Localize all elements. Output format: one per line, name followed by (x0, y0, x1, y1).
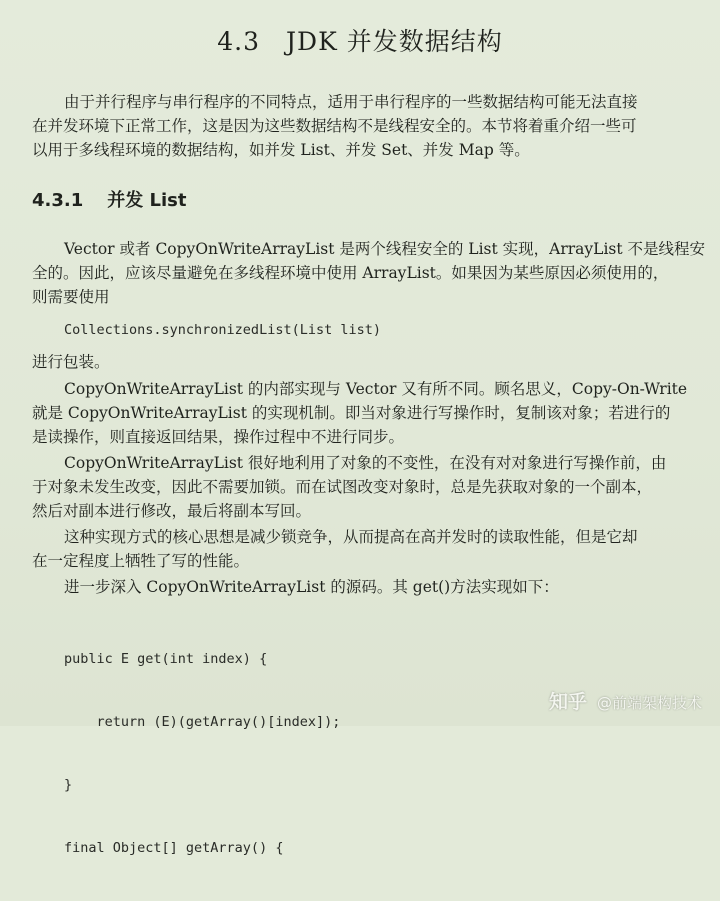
section-heading (32, 186, 186, 212)
code-get-method (64, 607, 340, 901)
text-line: 在并发环境下正常工作，这是因为这些数据结构不是线程安全的。本节将着重介绍一些可 (32, 117, 637, 135)
code-line: } (64, 777, 73, 793)
paragraph-lock-contention (32, 525, 692, 573)
text-line: 就是 CopyOnWriteArrayList 的实现机制。即当对象进行写操作时，复制该对象；若进行的 (32, 404, 671, 422)
watermark-handle: @前端架构技术 (596, 694, 702, 712)
text-line: 进行包装。 (32, 353, 110, 371)
text-line: 是读操作，则直接返回结果，操作过程中不进行同步。 (32, 428, 405, 446)
code-line: public E get(int index) { (64, 651, 268, 667)
section-number: 4.3.1 (32, 190, 84, 211)
watermark-brand: 知乎 (548, 691, 587, 713)
text-line: 则需要使用 (32, 288, 110, 306)
text-line: 由于并行程序与串行程序的不同特点，适用于串行程序的一些数据结构可能无法直接 (64, 93, 638, 111)
paragraph-thread-safe (32, 237, 706, 309)
paragraph-copy-on-write (32, 377, 692, 449)
text-line: CopyOnWriteArrayList 很好地利用了对象的不变性，在没有对对象进行写操作前，由 (64, 454, 667, 472)
text-line: 在一定程度上牺牲了写的性能。 (32, 552, 250, 570)
heading-number: 4.3 (217, 27, 261, 56)
text-line: 进一步深入 CopyOnWriteArrayList 的源码。其 get()方法实现如下： (64, 578, 559, 596)
text-line: 于对象未发生改变，因此不需要加锁。而在试图改变对象时，总是先获取对象的一个副本， (32, 478, 653, 496)
paragraph-wrap (32, 350, 692, 374)
text-line: 以用于多线程环境的数据结构，如并发 List、并发 Set、并发 Map 等。 (32, 141, 530, 159)
text-line: 全的。因此，应该尽量避免在多线程环境中使用 ArrayList。如果因为某些原因必须使用的， (32, 264, 669, 282)
code-line: return (E)(getArray()[index]); (64, 714, 341, 730)
code-line: final Object[] getArray() { (64, 840, 284, 856)
section-title: 并发 List (107, 190, 187, 211)
text-line: 这种实现方式的核心思想是减少锁竞争，从而提高在高并发时的读取性能，但是它却 (64, 528, 638, 546)
text-line: CopyOnWriteArrayList 的内部实现与 Vector 又有所不同。顾名思义，Copy-On-Write (64, 380, 688, 398)
text-line: 然后对副本进行修改，最后将副本写回。 (32, 502, 312, 520)
watermark (549, 687, 702, 714)
heading-title: JDK 并发数据结构 (286, 27, 503, 56)
paragraph-source-intro (32, 575, 692, 599)
intro-paragraph (32, 90, 692, 162)
paragraph-immutability (32, 451, 692, 523)
text-line: Vector 或者 CopyOnWriteArrayList 是两个线程安全的 List 实现，ArrayList 不是线程安 (64, 240, 706, 258)
code-synchronized-list: Collections.synchronizedList(List list) (64, 322, 381, 338)
chapter-heading (0, 22, 720, 58)
